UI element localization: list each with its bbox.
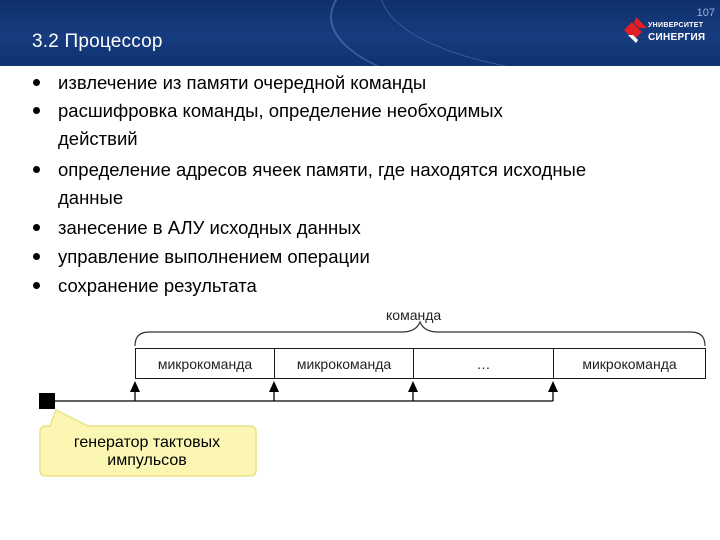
slide-title: 3.2 Процессор	[32, 31, 163, 52]
logo-text-bottom: СИНЕРГИЯ	[648, 32, 706, 43]
generator-label	[47, 434, 247, 470]
tick-arrow-icon	[548, 381, 558, 392]
page-number: 107	[696, 7, 715, 19]
bullet-item-text: расшифровка команды, определение необходимых	[58, 100, 503, 121]
microcommand-cell: микрокоманда	[274, 348, 414, 379]
command-brace	[135, 322, 705, 346]
bullet-item-text: определение адресов ячеек памяти, где находятся исходные	[58, 159, 587, 180]
bullet-item-text: извлечение из памяти очередной команды	[58, 72, 427, 93]
bullet-item-text: данные	[58, 187, 124, 208]
tick-arrow-icon	[408, 381, 418, 392]
microcommand-cell: микрокоманда	[135, 348, 275, 379]
bullet-item-text: действий	[58, 128, 138, 149]
tick-arrow-icon	[130, 381, 140, 392]
command-label: команда	[386, 307, 442, 323]
tick-arrow-icon	[269, 381, 279, 392]
bullet-item-text: занесение в АЛУ исходных данных	[58, 217, 361, 238]
ellipsis-cell: …	[413, 348, 554, 379]
microcommand-cell: микрокоманда	[553, 348, 706, 379]
generator-label-line: генератор тактовых	[73, 434, 221, 451]
bullet-item-text: сохранение результата	[58, 275, 257, 296]
logo-text-top: УНИВЕРСИТЕТ	[648, 22, 704, 29]
bullet-item-text: управление выполнением операции	[58, 246, 370, 267]
clock-generator-block	[39, 393, 55, 409]
generator-label-line: импульсов	[107, 452, 187, 469]
